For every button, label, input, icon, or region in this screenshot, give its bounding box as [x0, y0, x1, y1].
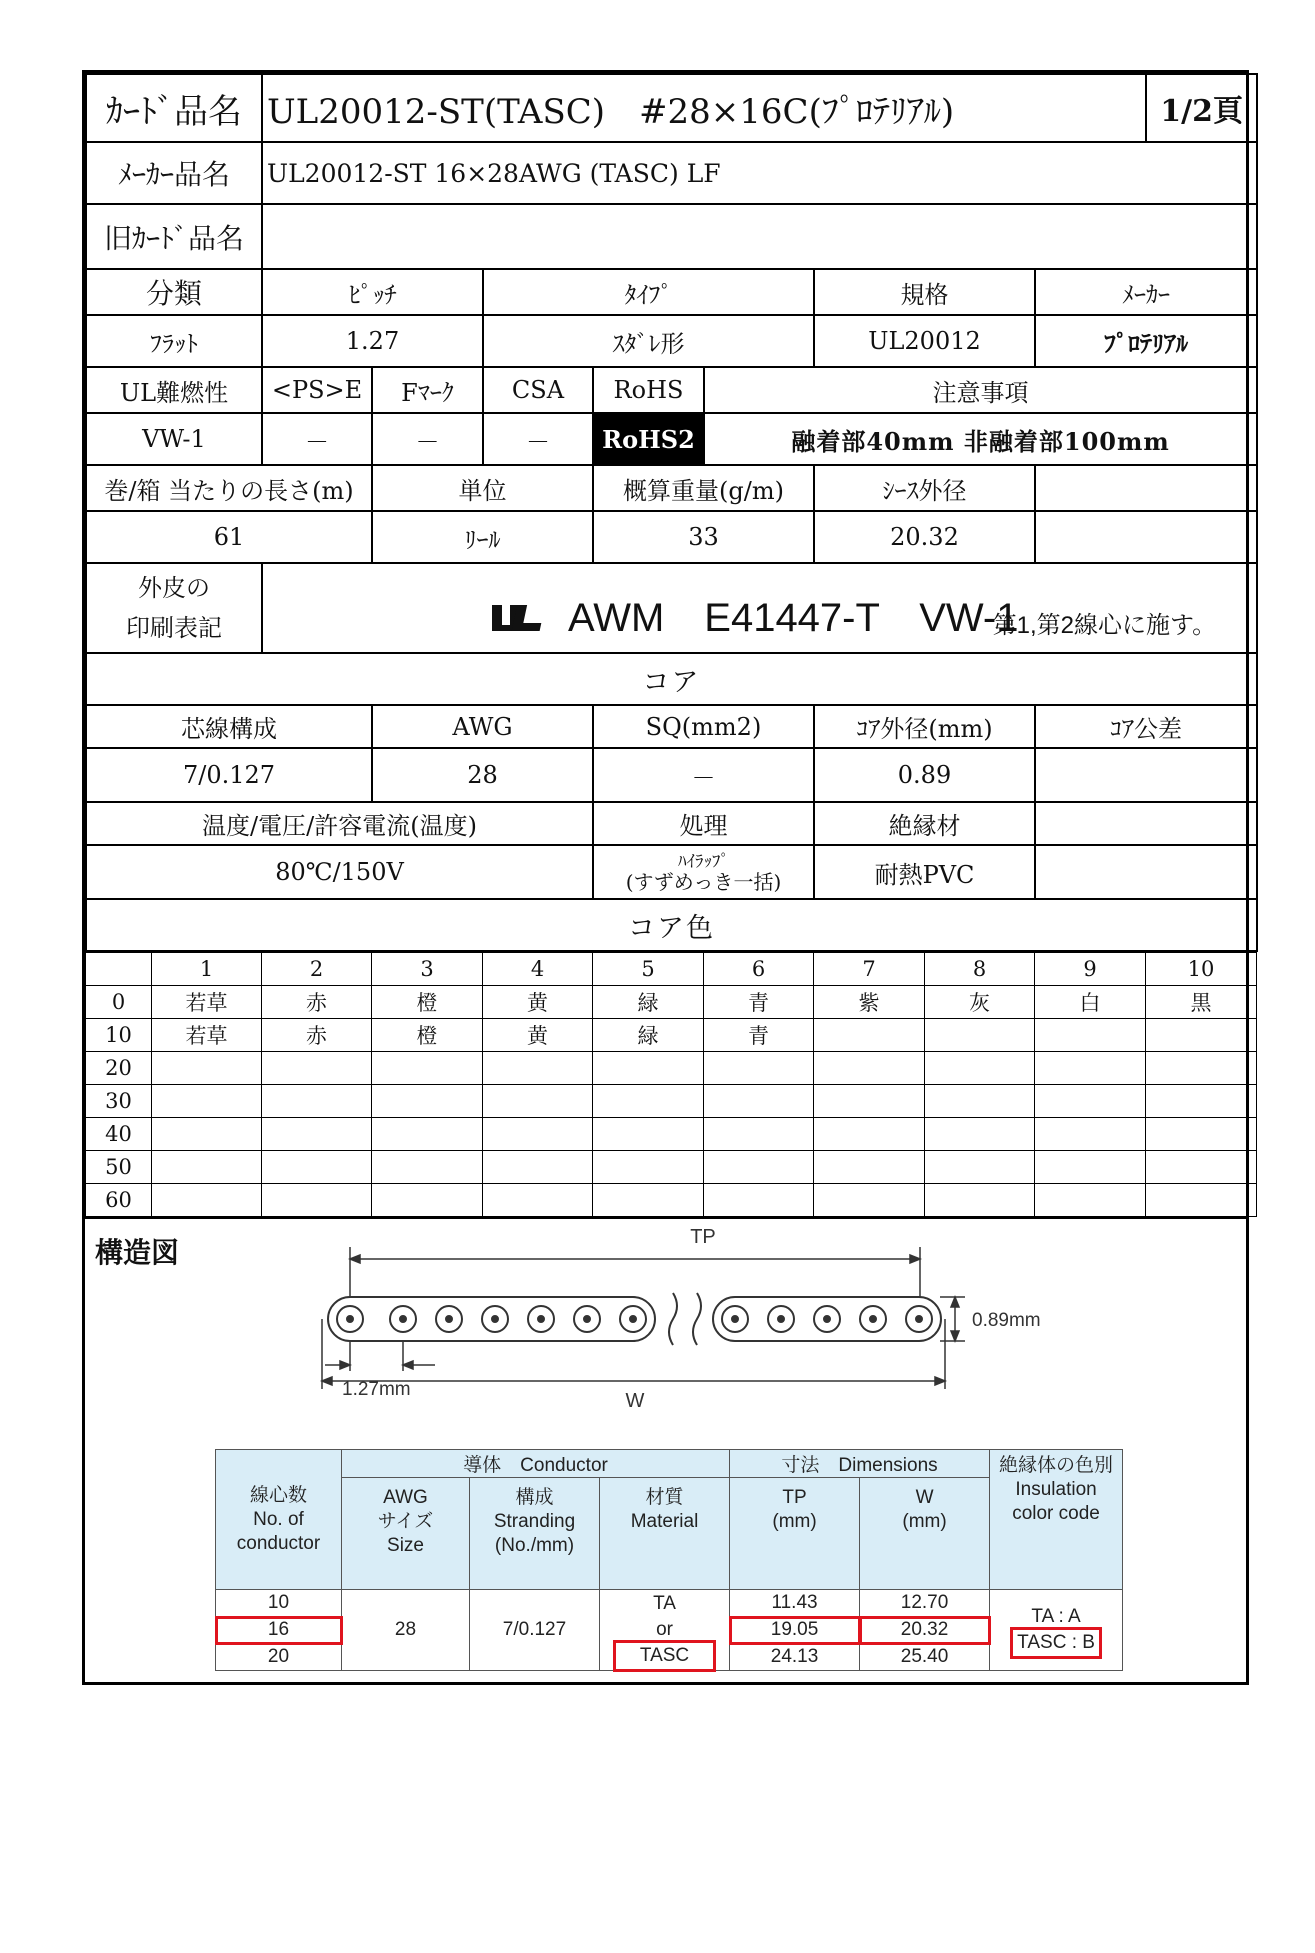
color-cell: [593, 1085, 704, 1118]
conductor-center: [400, 1316, 406, 1322]
color-cell: [925, 1118, 1035, 1151]
print-label: [86, 563, 262, 653]
color-cell: [925, 1085, 1035, 1118]
color-cell: [593, 1118, 704, 1151]
color-row: [86, 1151, 1257, 1184]
color-cell: [1146, 1019, 1257, 1052]
sheath-header: ｼｰｽ外径: [814, 465, 1035, 511]
color-cell: [483, 1052, 593, 1085]
color-row: [86, 1118, 1257, 1151]
extra-header: [1035, 465, 1257, 511]
col-color-line3: color code: [1012, 1503, 1100, 1524]
col-color-line1: 絶縁体の色別: [999, 1455, 1114, 1476]
material-or: or: [656, 1619, 673, 1640]
color-cell: [152, 1052, 262, 1085]
color-cell: [262, 1118, 372, 1151]
page-number: 1/2頁: [1146, 74, 1257, 142]
col-strand-header: [470, 1478, 600, 1590]
col-awg-line2: サイズ: [377, 1511, 434, 1532]
w-label: W: [625, 1390, 645, 1412]
col-tp-line2: (mm): [772, 1511, 817, 1532]
color-row-label: 30: [86, 1085, 152, 1118]
color-col-header: 5: [593, 953, 704, 986]
row-tp-1-highlight: 19.05: [730, 1617, 860, 1644]
color-cell: 黒: [1146, 986, 1257, 1019]
color-row-label: 20: [86, 1052, 152, 1085]
col-w-line1: W: [915, 1487, 934, 1508]
color-cell: 黄: [483, 986, 593, 1019]
card-name: UL20012-ST(TASC) #28×16C(ﾌﾟﾛﾃﾘｱﾙ): [262, 74, 1146, 142]
weight-value: 33: [593, 511, 814, 563]
color-cell: 赤: [262, 986, 372, 1019]
color-cell: [262, 1184, 372, 1217]
color-cell: [814, 1085, 925, 1118]
spec-table: [85, 73, 1258, 952]
conductor-center: [778, 1316, 784, 1322]
type-value: ｽﾀﾞﾚ形: [483, 315, 814, 367]
awg-cell: 28: [342, 1590, 470, 1671]
color-cell: [1035, 1052, 1146, 1085]
flame-value: VW-1: [86, 413, 262, 465]
length-value: 61: [86, 511, 372, 563]
print-area: [262, 563, 1257, 653]
maker-value: ﾌﾟﾛﾃﾘｱﾙ: [1035, 315, 1257, 367]
row-tp-0: 11.43: [730, 1590, 860, 1617]
color-code-cell: [990, 1590, 1123, 1671]
color-row-label: 50: [86, 1151, 152, 1184]
color-row: [86, 1019, 1257, 1052]
color-cell: [152, 1184, 262, 1217]
material-tasc-highlight: TASC: [616, 1643, 713, 1669]
color-col-header: 4: [483, 953, 593, 986]
col-conductors-line1: 線心数: [249, 1485, 307, 1506]
flame-header: UL難燃性: [86, 367, 262, 413]
col-strand-line2: Stranding: [493, 1511, 576, 1532]
structure-title: 構造図: [95, 1236, 180, 1269]
flat-cable-diagram: [85, 1219, 1246, 1459]
color-col-header: 6: [704, 953, 814, 986]
col-material-line1: 材質: [645, 1487, 684, 1508]
maker-name-label: ﾒｰｶｰ品名: [86, 142, 262, 204]
color-row: [86, 1184, 1257, 1217]
awg-value: 28: [372, 748, 593, 802]
standard-value: UL20012: [814, 315, 1035, 367]
ul-recognized-icon: [488, 601, 550, 635]
treatment-line1: ﾊｲﾗｯﾌﾟ: [678, 852, 729, 872]
insulation-extra-value: [1035, 845, 1257, 899]
color-cell: [483, 1118, 593, 1151]
row-tp-2: 24.13: [730, 1644, 860, 1671]
sq-header: SQ(mm2): [593, 705, 814, 748]
color-row-label: 0: [86, 986, 152, 1019]
group-dims-header: 寸法 Dimensions: [730, 1450, 990, 1478]
color-cell: [704, 1118, 814, 1151]
row-n-2: 20: [216, 1644, 342, 1671]
row-w-0: 12.70: [860, 1590, 990, 1617]
break-mark: [693, 1293, 701, 1345]
color-cell: [814, 1019, 925, 1052]
color-cell: [814, 1118, 925, 1151]
row-w-2: 25.40: [860, 1644, 990, 1671]
print-label-line1: 外皮の: [138, 574, 210, 602]
fmark-value: －: [372, 413, 483, 465]
color-cell: [814, 1052, 925, 1085]
color-cell: [1146, 1184, 1257, 1217]
color-col-header: 2: [262, 953, 372, 986]
rohs-value: RoHS2: [593, 413, 704, 465]
col-awg-header: [342, 1478, 470, 1590]
col-color-line2: Insulation: [1015, 1479, 1097, 1500]
color-cell: [925, 1052, 1035, 1085]
fmark-header: Fﾏｰｸ: [372, 367, 483, 413]
color-cell: [1035, 1085, 1146, 1118]
conductor-center: [446, 1316, 452, 1322]
pse-value: －: [262, 413, 372, 465]
color-cell: 紫: [814, 986, 925, 1019]
tp-label: TP: [690, 1226, 716, 1248]
conductor-center: [630, 1316, 636, 1322]
col-material-line2: Material: [630, 1511, 699, 1532]
col-strand-line3: (No./mm): [494, 1535, 575, 1556]
notes-header: 注意事項: [704, 367, 1257, 413]
print-note: 第1,第2線心に施す。: [992, 612, 1217, 639]
color-cell: [262, 1085, 372, 1118]
unit-value: ﾘｰﾙ: [372, 511, 593, 563]
strand-value: 7/0.127: [86, 748, 372, 802]
color-cell: 緑: [593, 986, 704, 1019]
treatment-value: [593, 845, 814, 899]
insulator-header: 絶縁材: [814, 802, 1035, 845]
color-col-header: 10: [1146, 953, 1257, 986]
color-row-label: 10: [86, 1019, 152, 1052]
color-col-header: 7: [814, 953, 925, 986]
maker-header: ﾒｰｶｰ: [1035, 269, 1257, 315]
color-cell: 橙: [372, 986, 483, 1019]
color-cell: [483, 1085, 593, 1118]
row-w-1-highlight: 20.32: [860, 1617, 990, 1644]
weight-header: 概算重量(g/m): [593, 465, 814, 511]
col-awg-line3: Size: [387, 1535, 424, 1556]
col-conductors-header: [216, 1450, 342, 1590]
length-header: 巻/箱 当たりの長さ(m): [86, 465, 372, 511]
color-cell: [593, 1184, 704, 1217]
conductor-center: [870, 1316, 876, 1322]
color-cell: [372, 1151, 483, 1184]
col-w-line2: (mm): [902, 1511, 947, 1532]
standard-header: 規格: [814, 269, 1035, 315]
color-cell: [1035, 1019, 1146, 1052]
color-cell: [372, 1118, 483, 1151]
color-cell: [1035, 1118, 1146, 1151]
color-cell: 若草: [152, 1019, 262, 1052]
col-awg-line1: AWG: [383, 1487, 428, 1508]
conductor-center: [584, 1316, 590, 1322]
color-cell: 赤: [262, 1019, 372, 1052]
break-mark: [669, 1293, 677, 1345]
color-cell: [262, 1052, 372, 1085]
maker-name: UL20012-ST 16×28AWG (TASC) LF: [262, 142, 1257, 204]
color-cell: [704, 1085, 814, 1118]
color-col-header: 8: [925, 953, 1035, 986]
color-cell: [925, 1019, 1035, 1052]
material-cell: [600, 1590, 730, 1671]
type-header: ﾀｲﾌﾟ: [483, 269, 814, 315]
rohs-header: RoHS: [593, 367, 704, 413]
unit-header: 単位: [372, 465, 593, 511]
color-header-row: [86, 953, 1257, 986]
pitch-label: 1.27mm: [342, 1379, 411, 1400]
color-cell: [152, 1085, 262, 1118]
class-header: 分類: [86, 269, 262, 315]
color-row-label: 60: [86, 1184, 152, 1217]
conductor-center: [347, 1316, 353, 1322]
color-cell: [814, 1151, 925, 1184]
col-conductors-line3: conductor: [236, 1533, 321, 1554]
core-od-value: 0.89: [814, 748, 1035, 802]
stranding-cell: 7/0.127: [470, 1590, 600, 1671]
old-card-label: 旧ｶｰﾄﾞ品名: [86, 204, 262, 269]
csa-value: －: [483, 413, 593, 465]
color-cell: [483, 1184, 593, 1217]
structure-diagram-section: [85, 1217, 1246, 1685]
color-cell: [1146, 1151, 1257, 1184]
insulator-value: 耐熱PVC: [814, 845, 1035, 899]
print-text-wrap: [488, 586, 1019, 643]
color-col-header: 9: [1035, 953, 1146, 986]
core-section-title: コア: [86, 653, 1257, 705]
card-name-label: ｶｰﾄﾞ品名: [86, 74, 262, 142]
color-code-ta: TA : A: [1031, 1606, 1081, 1627]
color-row: [86, 986, 1257, 1019]
core-tol-header: ｺｱ公差: [1035, 705, 1257, 748]
color-corner-cell: [86, 953, 152, 986]
col-w-header: [860, 1478, 990, 1590]
color-cell: 橙: [372, 1019, 483, 1052]
extra-value: [1035, 511, 1257, 563]
class-value: ﾌﾗｯﾄ: [86, 315, 262, 367]
color-cell: 青: [704, 986, 814, 1019]
csa-header: CSA: [483, 367, 593, 413]
col-conductors-line2: No. of: [253, 1509, 304, 1530]
old-card-value: [262, 204, 1257, 269]
core-color-table: [85, 952, 1257, 1217]
color-cell: [1146, 1085, 1257, 1118]
sheath-value: 20.32: [814, 511, 1035, 563]
color-cell: [372, 1184, 483, 1217]
group-conductor-header: 導体 Conductor: [342, 1450, 730, 1478]
color-cell: [704, 1052, 814, 1085]
conductor-center: [538, 1316, 544, 1322]
conductor-center: [492, 1316, 498, 1322]
dimensions-table: [215, 1449, 1123, 1671]
core-color-title: コア色: [86, 899, 1257, 951]
color-cell: [483, 1151, 593, 1184]
print-text: AWM E41447-T VW-1: [568, 596, 1019, 640]
col-tp-line1: TP: [782, 1487, 807, 1508]
core-od-header: ｺｱ外径(mm): [814, 705, 1035, 748]
color-row-label: 40: [86, 1118, 152, 1151]
conductor-center: [916, 1316, 922, 1322]
color-row: [86, 1085, 1257, 1118]
insulation-extra-header: [1035, 802, 1257, 845]
color-cell: [372, 1085, 483, 1118]
pitch-value: 1.27: [262, 315, 483, 367]
col-material-header: [600, 1478, 730, 1590]
color-cell: 青: [704, 1019, 814, 1052]
color-cell: 白: [1035, 986, 1146, 1019]
spec-sheet: [82, 70, 1249, 1685]
col-color-header: [990, 1450, 1123, 1590]
conductor-center: [732, 1316, 738, 1322]
color-cell: [1146, 1118, 1257, 1151]
pse-header: <PS>E: [262, 367, 372, 413]
color-cell: [1035, 1184, 1146, 1217]
notes-value: 融着部40mm 非融着部100mm: [704, 413, 1257, 465]
temp-value: 80℃/150V: [86, 845, 593, 899]
pitch-header: ﾋﾟｯﾁ: [262, 269, 483, 315]
color-cell: [704, 1151, 814, 1184]
temp-header: 温度/電圧/許容電流(温度): [86, 802, 593, 845]
color-col-header: 1: [152, 953, 262, 986]
color-cell: 若草: [152, 986, 262, 1019]
row-n-0: 10: [216, 1590, 342, 1617]
material-ta: TA: [653, 1593, 676, 1614]
thickness-label: 0.89mm: [972, 1310, 1041, 1331]
strand-header: 芯線構成: [86, 705, 372, 748]
color-cell: [704, 1184, 814, 1217]
color-cell: [262, 1151, 372, 1184]
color-col-header: 3: [372, 953, 483, 986]
row-n-1-highlight: 16: [216, 1617, 342, 1644]
color-cell: [1146, 1052, 1257, 1085]
color-cell: [372, 1052, 483, 1085]
treatment-header: 処理: [593, 802, 814, 845]
conductor-center: [824, 1316, 830, 1322]
color-cell: [152, 1118, 262, 1151]
color-cell: [814, 1184, 925, 1217]
col-strand-line1: 構成: [515, 1487, 554, 1508]
color-cell: 灰: [925, 986, 1035, 1019]
color-cell: 緑: [593, 1019, 704, 1052]
sq-value: －: [593, 748, 814, 802]
conductor-circles: [328, 1293, 941, 1345]
color-cell: [593, 1151, 704, 1184]
awg-header: AWG: [372, 705, 593, 748]
color-row: [86, 1052, 1257, 1085]
color-cell: [1035, 1151, 1146, 1184]
col-tp-header: [730, 1478, 860, 1590]
color-code-tasc-highlight: TASC : B: [1013, 1630, 1099, 1656]
treatment-line2: (すずめっき一括): [625, 870, 782, 894]
color-cell: [925, 1184, 1035, 1217]
color-cell: [152, 1151, 262, 1184]
core-tol-value: [1035, 748, 1257, 802]
print-label-line2: 印刷表記: [126, 614, 222, 642]
color-cell: [925, 1151, 1035, 1184]
color-cell: [593, 1052, 704, 1085]
color-cell: 黄: [483, 1019, 593, 1052]
